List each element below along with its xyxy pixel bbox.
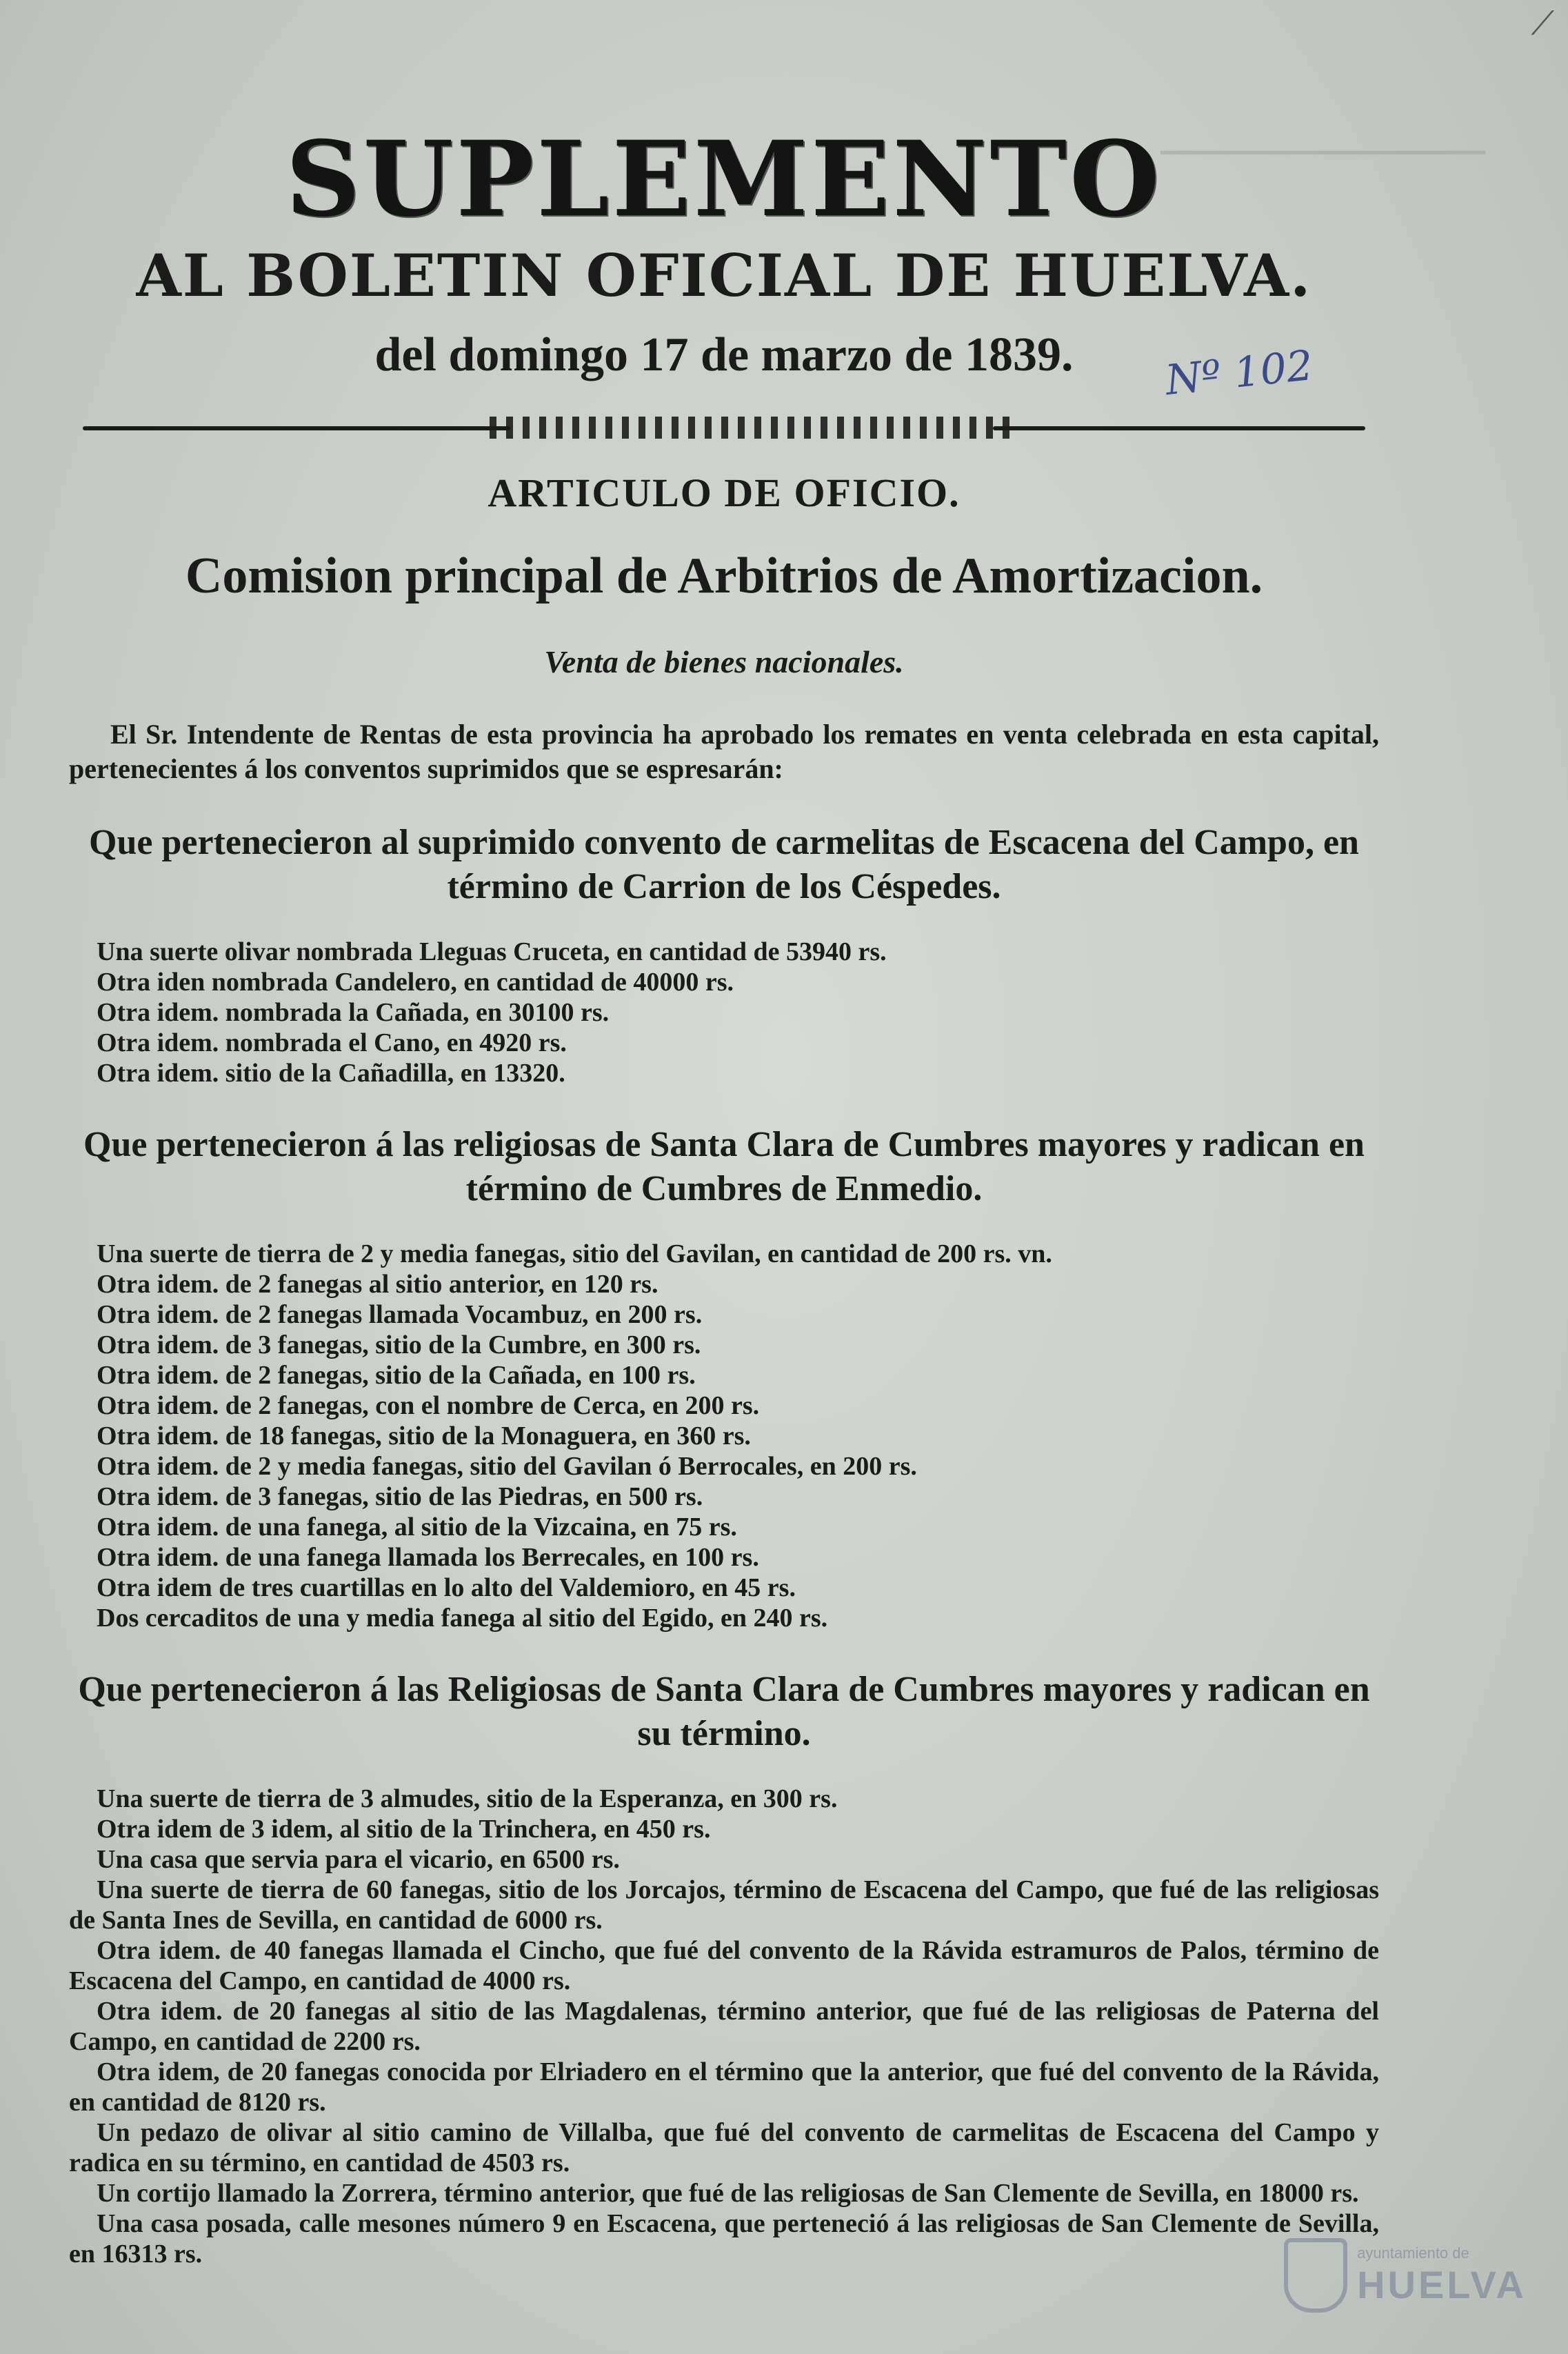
list-item: Otra idem de 3 idem, al sitio de la Trinchera, en 450 rs.	[97, 1815, 711, 1844]
article-heading: ARTICULO DE OFICIO.	[488, 470, 961, 515]
list-item: Una suerte olivar nombrada Lleguas Cruceta, en cantidad de 53940 rs.	[97, 937, 887, 966]
section-heading: Que pertenecieron al suprimido convento de carmelitas de Escacena del Campo, en término de Carrion de los Céspedes.	[89, 823, 1359, 906]
list-item: Dos cercaditos de una y media fanega al sitio del Egido, en 240 rs.	[97, 1604, 828, 1633]
watermark-small: ayuntamiento de	[1357, 2244, 1469, 2262]
watermark-text	[1357, 2244, 1527, 2307]
list-item: Otra idem. nombrada el Cano, en 4920 rs.	[97, 1028, 567, 1057]
list-item: Otra idem. de 2 fanegas, con el nombre de Cerca, en 200 rs.	[97, 1391, 760, 1420]
watermark-stamp	[1284, 2238, 1527, 2313]
list-item: Otra idem. de 3 fanegas, sitio de la Cumbre, en 300 rs.	[97, 1330, 701, 1359]
section-list	[69, 1784, 1379, 2269]
shield-icon	[1284, 2238, 1347, 2313]
handwritten-note: Nº 102	[1163, 341, 1316, 406]
list-item: Otra idem. de 2 fanegas al sitio anterior, en 120 rs.	[97, 1270, 659, 1299]
list-item: Otra idem, de 20 fanegas conocida por Elriadero en el término que la anterior, que fué del convento de la Rávida, en cantidad de 8120 rs.	[69, 2057, 1379, 2117]
page-subtitle: AL BOLETIN OFICIAL DE HUELVA.	[136, 241, 1312, 310]
intro-paragraph: El Sr. Intendente de Rentas de esta provincia ha aprobado los remates en venta celebrada en esta capital, pertenecientes á los conventos suprimidos que se espresarán:	[69, 719, 1379, 784]
list-item: Otra idem. de 20 fanegas al sitio de las Magdalenas, término anterior, que fué de las religiosas de Paterna del Campo, en cantidad de 2200 rs.	[69, 1997, 1379, 2056]
list-item: Otra idem. de una fanega llamada los Berrecales, en 100 rs.	[97, 1543, 759, 1572]
watermark-big: HUELVA	[1357, 2262, 1527, 2306]
list-item: Otra idem. de 2 fanegas llamada Vocambuz, en 200 rs.	[97, 1300, 703, 1329]
list-item: Otra idem. de 18 fanegas, sitio de la Monaguera, en 360 rs.	[97, 1422, 751, 1450]
divider-line-left	[83, 426, 510, 430]
list-item: Otra idem. de una fanega, al sitio de la Vizcaina, en 75 rs.	[97, 1513, 737, 1542]
list-item: Otra iden nombrada Candelero, en cantidad de 40000 rs.	[97, 968, 734, 997]
divider-ornament	[490, 417, 1014, 439]
list-item: Otra idem de tres cuartillas en lo alto del Valdemioro, en 45 rs.	[97, 1573, 796, 1602]
list-item: Una suerte de tierra de 60 fanegas, sitio de los Jorcajos, término de Escacena del Campo, que fué de las religiosas de Santa Ines de Sevilla, en cantidad de 6000 rs.	[69, 1875, 1379, 1935]
document-body	[69, 119, 1379, 2269]
section-list	[69, 1239, 1379, 1633]
article-subheading: Venta de bienes nacionales.	[544, 644, 904, 679]
list-item: Otra idem. de 3 fanegas, sitio de las Piedras, en 500 rs.	[97, 1482, 703, 1511]
list-item: Otra idem. de 40 fanegas llamada el Cincho, que fué del convento de la Rávida estramuros de Palos, término de Escacena del Campo, en cantidad de 4000 rs.	[69, 1936, 1379, 1995]
list-item: Un cortijo llamado la Zorrera, término anterior, que fué de las religiosas de San Clemente de Sevilla, en 18000 rs.	[97, 2179, 1359, 2208]
section-list	[69, 937, 1379, 1088]
list-item: Una suerte de tierra de 3 almudes, sitio de la Esperanza, en 300 rs.	[97, 1784, 838, 1813]
divider-line-right	[993, 426, 1365, 430]
bleed-through-decoration: ━━━━━━━━━━━━━━━━━━━━━━━	[1160, 139, 1485, 167]
corner-mark-icon: ⟋	[1531, 4, 1554, 43]
list-item: Una suerte de tierra de 2 y media fanegas, sitio del Gavilan, en cantidad de 200 rs. vn.	[97, 1239, 1052, 1268]
list-item: Otra idem. sitio de la Cañadilla, en 13320.	[97, 1059, 565, 1088]
ornamental-divider	[69, 414, 1379, 441]
list-item: Una casa que servia para el vicario, en 6500 rs.	[97, 1845, 620, 1874]
list-item: Otra idem. de 2 fanegas, sitio de la Cañada, en 100 rs.	[97, 1361, 696, 1390]
section-heading: Que pertenecieron á las Religiosas de Santa Clara de Cumbres mayores y radican en su término.	[78, 1670, 1370, 1753]
list-item: Otra idem. nombrada la Cañada, en 30100 rs.	[97, 998, 610, 1027]
issue-date: del domingo 17 de marzo de 1839.	[374, 328, 1074, 381]
commission-heading: Comision principal de Arbitrios de Amortizacion.	[185, 548, 1263, 604]
list-item: Un pedazo de olivar al sitio camino de Villalba, que fué del convento de carmelitas de Escacena del Campo y radica en su término, en cantidad de 4503 rs.	[69, 2118, 1379, 2177]
page-title: SUPLEMENTO	[285, 119, 1163, 240]
list-item: Una casa posada, calle mesones número 9 en Escacena, que perteneció á las religiosas de San Clemente de Sevilla, en 16313 rs.	[69, 2209, 1379, 2268]
list-item: Otra idem. de 2 y media fanegas, sitio del Gavilan ó Berrocales, en 200 rs.	[97, 1452, 917, 1481]
section-heading: Que pertenecieron á las religiosas de Santa Clara de Cumbres mayores y radican en término de Cumbres de Enmedio.	[83, 1125, 1365, 1208]
